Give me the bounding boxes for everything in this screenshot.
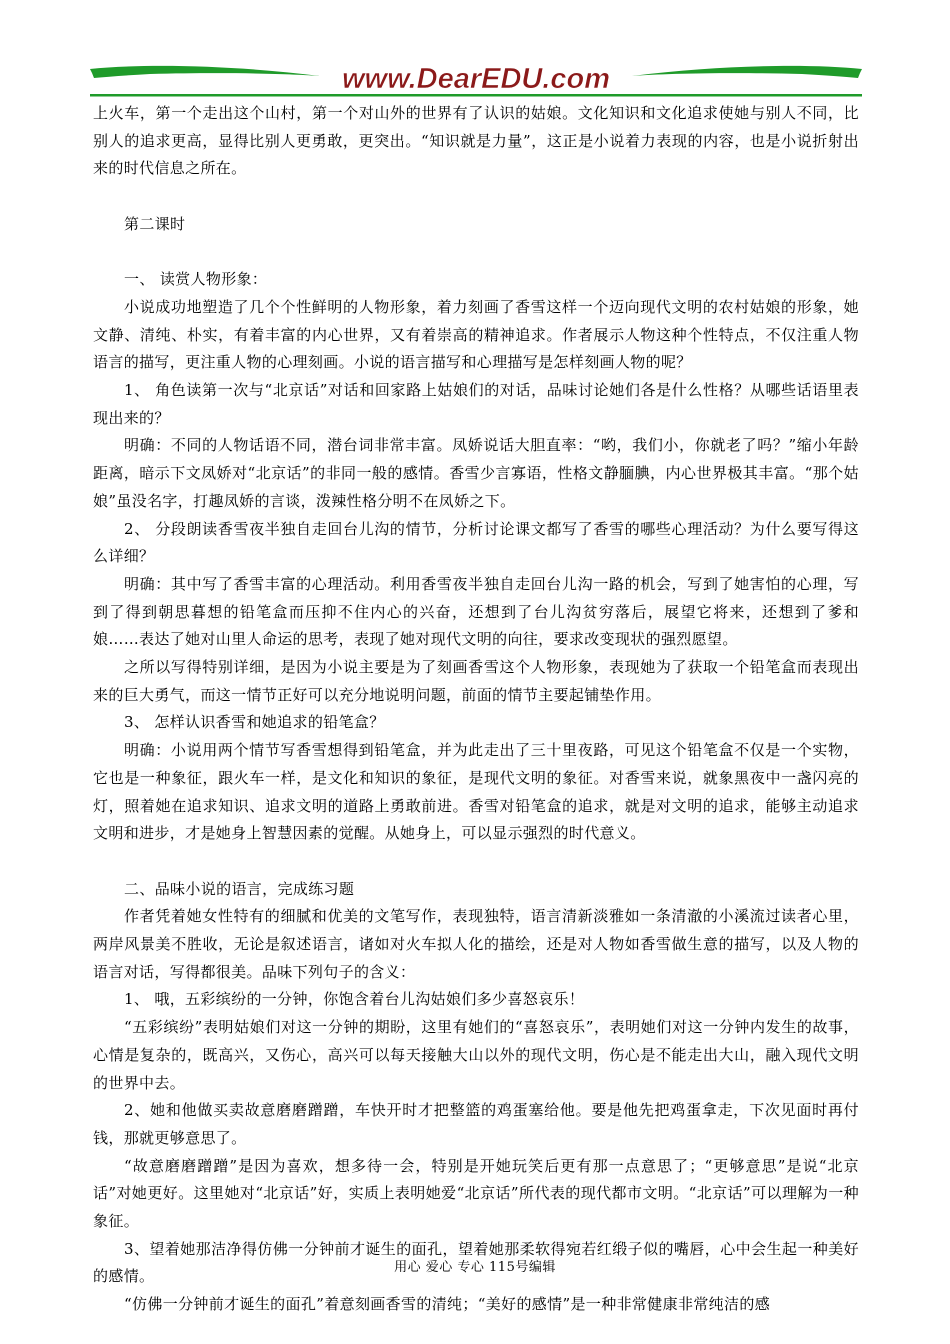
paragraph: “五彩缤纷”表明姑娘们对这一分钟的期盼，这里有她们的“喜怒哀乐”，表明她们对这一分钟内发生的故事，心情是复杂的，既高兴，又伤心，高兴可以每天接触大山以外的现代文明，伤心是不能走出大山，融入现代文明的世界中去。	[93, 1018, 859, 1092]
logo-text: www.DearEDU.com	[341, 63, 611, 95]
paragraph: “仿佛一分钟前才诞生的面孔”着意刻画香雪的清纯；“美好的感情”是一种非常健康非常纯洁的感	[124, 1295, 771, 1314]
paragraph: 2、 分段朗读香雪夜半独自走回台儿沟的情节，分析讨论课文都写了香雪的哪些心理活动？为什么要写得这么详细？	[93, 519, 859, 566]
paragraph: “故意磨磨蹭蹭”是因为喜欢，想多待一会，特别是开她玩笑后更有那一点意思了；“更够意思”是说“北京话”对她更好。这里她对“北京话”好，实质上表明她爱“北京话”所代表的现代都市文明。“北京话”可以理解为一种象征。	[93, 1156, 859, 1231]
page-footer: 用心 爱心 专心 115号编辑	[394, 1260, 556, 1275]
paragraph: 2、她和他做买卖故意磨磨蹭蹭，车快开时才把整篮的鸡蛋塞给他。要是他先把鸡蛋拿走，下次见面时再付钱，那就更够意思了。	[93, 1101, 859, 1147]
paragraph: 二、品味小说的语言，完成练习题	[124, 879, 355, 898]
right-swoosh-graphic	[632, 66, 862, 78]
paragraph: 1、 哦，五彩缤纷的一分钟，你饱含着台儿沟姑娘们多少喜怒哀乐！	[124, 990, 585, 1009]
paragraph: 3、 怎样认识香雪和她追求的铅笔盒？	[124, 713, 385, 732]
document-body	[93, 100, 859, 1319]
paragraph: 1、 角色读第一次与“北京话”对话和回家路上姑娘们的对话，品味讨论她们各是什么性格？从哪些话语里表现出来的？	[93, 381, 859, 427]
paragraph: 一、 读赏人物形象：	[124, 270, 268, 289]
paragraph: 小说成功地塑造了几个个性鲜明的人物形象，着力刻画了香雪这样一个迈向现代文明的农村姑娘的形象，她文静、清纯、朴实，有着丰富的内心世界，又有着崇高的精神追求。作者展示人物这种个性特点，不仅注重人物语言的描写，更注重人物的心理刻画。小说的语言描写和心理描写是怎样刻画人物的呢？	[93, 297, 859, 372]
paragraph: 明确：不同的人物话语不同，潜台词非常丰富。凤娇说话大胆直率：“哟，我们小，你就老了吗？”缩小年龄距离，暗示下文凤娇对“北京话”的非同一般的感情。香雪少言寡语，性格文静腼腆，内心世界极其丰富。“那个姑娘”虽没名字，打趣凤娇的言谈，泼辣性格分明不在凤娇之下。	[93, 436, 859, 510]
paragraph: 之所以写得特别详细，是因为小说主要是为了刻画香雪这个人物形象，表现她为了获取一个铅笔盒而表现出来的巨大勇气，而这一情节正好可以充分地说明问题，前面的情节主要起铺垫作用。	[93, 658, 859, 704]
left-swoosh-graphic	[90, 66, 320, 78]
paragraph: 明确：其中写了香雪丰富的心理活动。利用香雪夜半独自走回台儿沟一路的机会，写到了她害怕的心理，写到了得到朝思暮想的铅笔盒而压抑不住内心的兴奋，还想到了台儿沟贫穷落后，展望它将来，还想到了爹和娘……表达了她对山里人命运的思考，表现了她对现代文明的向往，要求改变现状的强烈愿望。	[93, 574, 859, 649]
site-header-banner	[90, 60, 862, 100]
paragraph-spacer	[93, 848, 859, 876]
paragraph-spacer	[93, 239, 859, 267]
paragraph-spacer	[93, 183, 859, 211]
paragraph: 上火车，第一个走出这个山村，第一个对山外的世界有了认识的姑娘。文化知识和文化追求使她与别人不同，比别人的追求更高，显得比别人更勇敢，更突出。“知识就是力量”，这正是小说着力表现的内容，也是小说折射出来的时代信息之所在。	[93, 104, 859, 178]
paragraph: 明确：小说用两个情节写香雪想得到铅笔盒，并为此走出了三十里夜路，可见这个铅笔盒不仅是一个实物，它也是一种象征，跟火车一样，是文化和知识的象征，是现代文明的象征。对香雪来说，就象黑夜中一盏闪亮的灯，照着她在追求知识、追求文明的道路上勇敢前进。香雪对铅笔盒的追求，就是对文明的追求，能够主动追求文明和进步，才是她身上智慧因素的觉醒。从她身上，可以显示强烈的时代意义。	[93, 741, 859, 843]
paragraph: 3、望着她那洁净得仿佛一分钟前才诞生的面孔，望着她那柔软得宛若红缎子似的嘴唇，心中会生起一种美好的感情。	[93, 1239, 859, 1286]
paragraph: 作者凭着她女性特有的细腻和优美的文笔写作，表现独特，语言清新淡雅如一条清澈的小溪流过读者心里，两岸风景美不胜收，无论是叙述语言，诸如对火车拟人化的描绘，还是对人物如香雪做生意的描写，以及人物的语言对话，写得都很美。品味下列句子的含义：	[93, 907, 859, 981]
paragraph: 第二课时	[124, 214, 186, 233]
dearedu-logo	[90, 60, 862, 100]
